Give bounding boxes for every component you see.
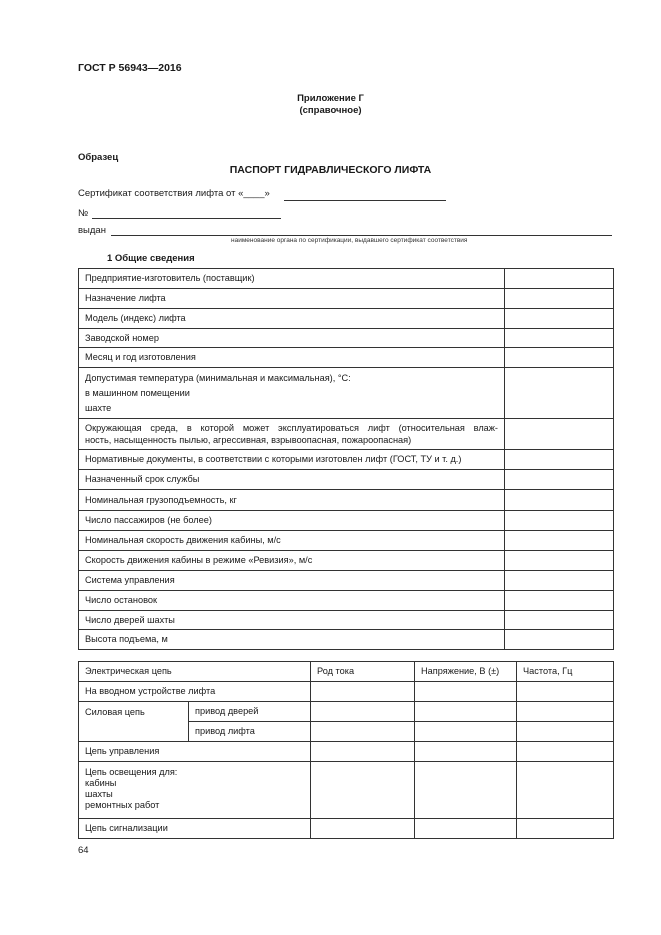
value-cell[interactable] [311,819,415,839]
table-row [79,571,614,591]
value-cell[interactable] [311,722,415,742]
certificate-label-text: Сертификат соответствия лифта от « [78,188,244,199]
table-row [79,742,614,762]
value-cell[interactable] [517,819,614,839]
table-row [79,630,614,650]
temperature-shaft: шахте [85,402,112,413]
table-row [79,511,614,531]
value-cell[interactable] [415,762,517,819]
lighting-shaft: шахты [85,789,113,799]
page-number: 64 [78,845,89,856]
value-cell[interactable] [505,611,614,630]
value-cell[interactable] [505,348,614,368]
row-label: Предприятие-изготовитель (поставщик) [79,269,505,289]
row-label: Месяц и год изготовления [79,348,505,368]
row-label-environment [79,419,505,450]
row-label: Модель (индекс) лифта [79,309,505,329]
row-label-temperature [79,368,505,419]
table-row [79,702,614,722]
power-circuit-label: Силовая цепь [79,702,189,742]
value-cell[interactable] [311,762,415,819]
value-cell[interactable] [505,470,614,490]
certificate-label [78,188,270,199]
value-cell[interactable] [505,490,614,511]
row-label: Высота подъема, м [79,630,505,650]
value-cell[interactable] [311,702,415,722]
value-cell[interactable] [415,742,517,762]
appendix-note: (справочное) [299,105,362,116]
issued-label: выдан [78,225,106,236]
value-cell[interactable] [505,531,614,551]
row-label: Число дверей шахты [79,611,505,630]
value-cell[interactable] [505,329,614,348]
table-row [79,819,614,839]
value-cell[interactable] [517,762,614,819]
value-cell[interactable] [517,682,614,702]
row-label: Назначение лифта [79,289,505,309]
environment-line-2: ность, насыщенность пылью, агрессивная, взрывоопасная, пожароопасная) [85,435,412,445]
appendix-title: Приложение Г [297,93,364,104]
value-cell[interactable] [415,819,517,839]
issued-underline[interactable] [111,235,612,236]
value-cell[interactable] [311,742,415,762]
value-cell[interactable] [517,722,614,742]
sample-label: Образец [78,152,119,163]
header-frequency: Частота, Гц [517,662,614,682]
table-row [79,348,614,368]
row-label: Номинальная скорость движения кабины, м/с [79,531,505,551]
number-underline[interactable] [92,218,281,219]
table-row [79,470,614,490]
temperature-machine-room: в машинном помещении [85,387,190,398]
row-label: Заводской номер [79,329,505,348]
certificate-date-blank: ____ [243,188,265,199]
value-cell[interactable] [505,591,614,611]
issued-caption: наименование органа по сертификации, выдавшего сертификат соответствия [231,237,468,244]
table-row [79,682,614,702]
table-row [79,450,614,470]
value-cell[interactable] [415,702,517,722]
row-label: Число остановок [79,591,505,611]
certificate-close-quote: » [264,188,270,199]
temperature-line: Допустимая температура (минимальная и максимальная), °С: [85,372,351,383]
row-label: Номинальная грузоподъемность, кг [79,490,505,511]
signaling-circuit-label: Цепь сигнализации [79,819,311,839]
lift-drive-label: привод лифта [189,722,311,742]
value-cell[interactable] [505,289,614,309]
row-label: Число пассажиров (не более) [79,511,505,531]
row-label: Система управления [79,571,505,591]
table-header-row [79,662,614,682]
value-cell[interactable] [505,450,614,470]
value-cell[interactable] [505,630,614,650]
lighting-repair: ремонтных работ [85,800,160,810]
value-cell[interactable] [505,571,614,591]
row-label: Нормативные документы, в соответствии с которыми изготовлен лифт (ГОСТ, ТУ и т. д.) [79,450,505,470]
table-row [79,419,614,450]
input-device-label: На вводном устройстве лифта [79,682,311,702]
lighting-cabin: кабины [85,778,117,788]
standard-number: ГОСТ Р 56943—2016 [78,62,182,74]
header-current-type: Род тока [311,662,415,682]
electrical-table [78,661,614,839]
value-cell[interactable] [517,742,614,762]
table-row [79,329,614,348]
value-cell[interactable] [505,511,614,531]
lighting-line: Цепь освещения для: [85,767,178,777]
row-label: Назначенный срок службы [79,470,505,490]
table-row [79,762,614,819]
value-cell[interactable] [415,682,517,702]
table-row [79,269,614,289]
table-row [79,611,614,630]
row-label: Скорость движения кабины в режиме «Ревизия», м/с [79,551,505,571]
table-row [79,490,614,511]
value-cell[interactable] [505,269,614,289]
table-row [79,551,614,571]
value-cell[interactable] [505,551,614,571]
section-general-title: 1 Общие сведения [107,253,195,264]
table-row [79,289,614,309]
value-cell[interactable] [505,368,614,419]
environment-line-1: Окружающая среда, в которой может эксплуатироваться лифт (относительная влаж- [85,422,498,433]
header-voltage: Напряжение, В (±) [415,662,517,682]
value-cell[interactable] [517,702,614,722]
table-row [79,368,614,419]
general-info-table [78,268,614,650]
number-label: № [78,208,89,219]
value-cell[interactable] [505,309,614,329]
certificate-underline[interactable] [284,200,446,201]
table-row [79,531,614,551]
control-circuit-label: Цепь управления [79,742,311,762]
header-circuit: Электрическая цепь [79,662,311,682]
value-cell[interactable] [505,419,614,450]
table-row [79,591,614,611]
lighting-circuit-label [79,762,311,819]
table-row [79,309,614,329]
value-cell[interactable] [415,722,517,742]
document-title: ПАСПОРТ ГИДРАВЛИЧЕСКОГО ЛИФТА [229,164,432,176]
door-drive-label: привод дверей [189,702,311,722]
value-cell[interactable] [311,682,415,702]
